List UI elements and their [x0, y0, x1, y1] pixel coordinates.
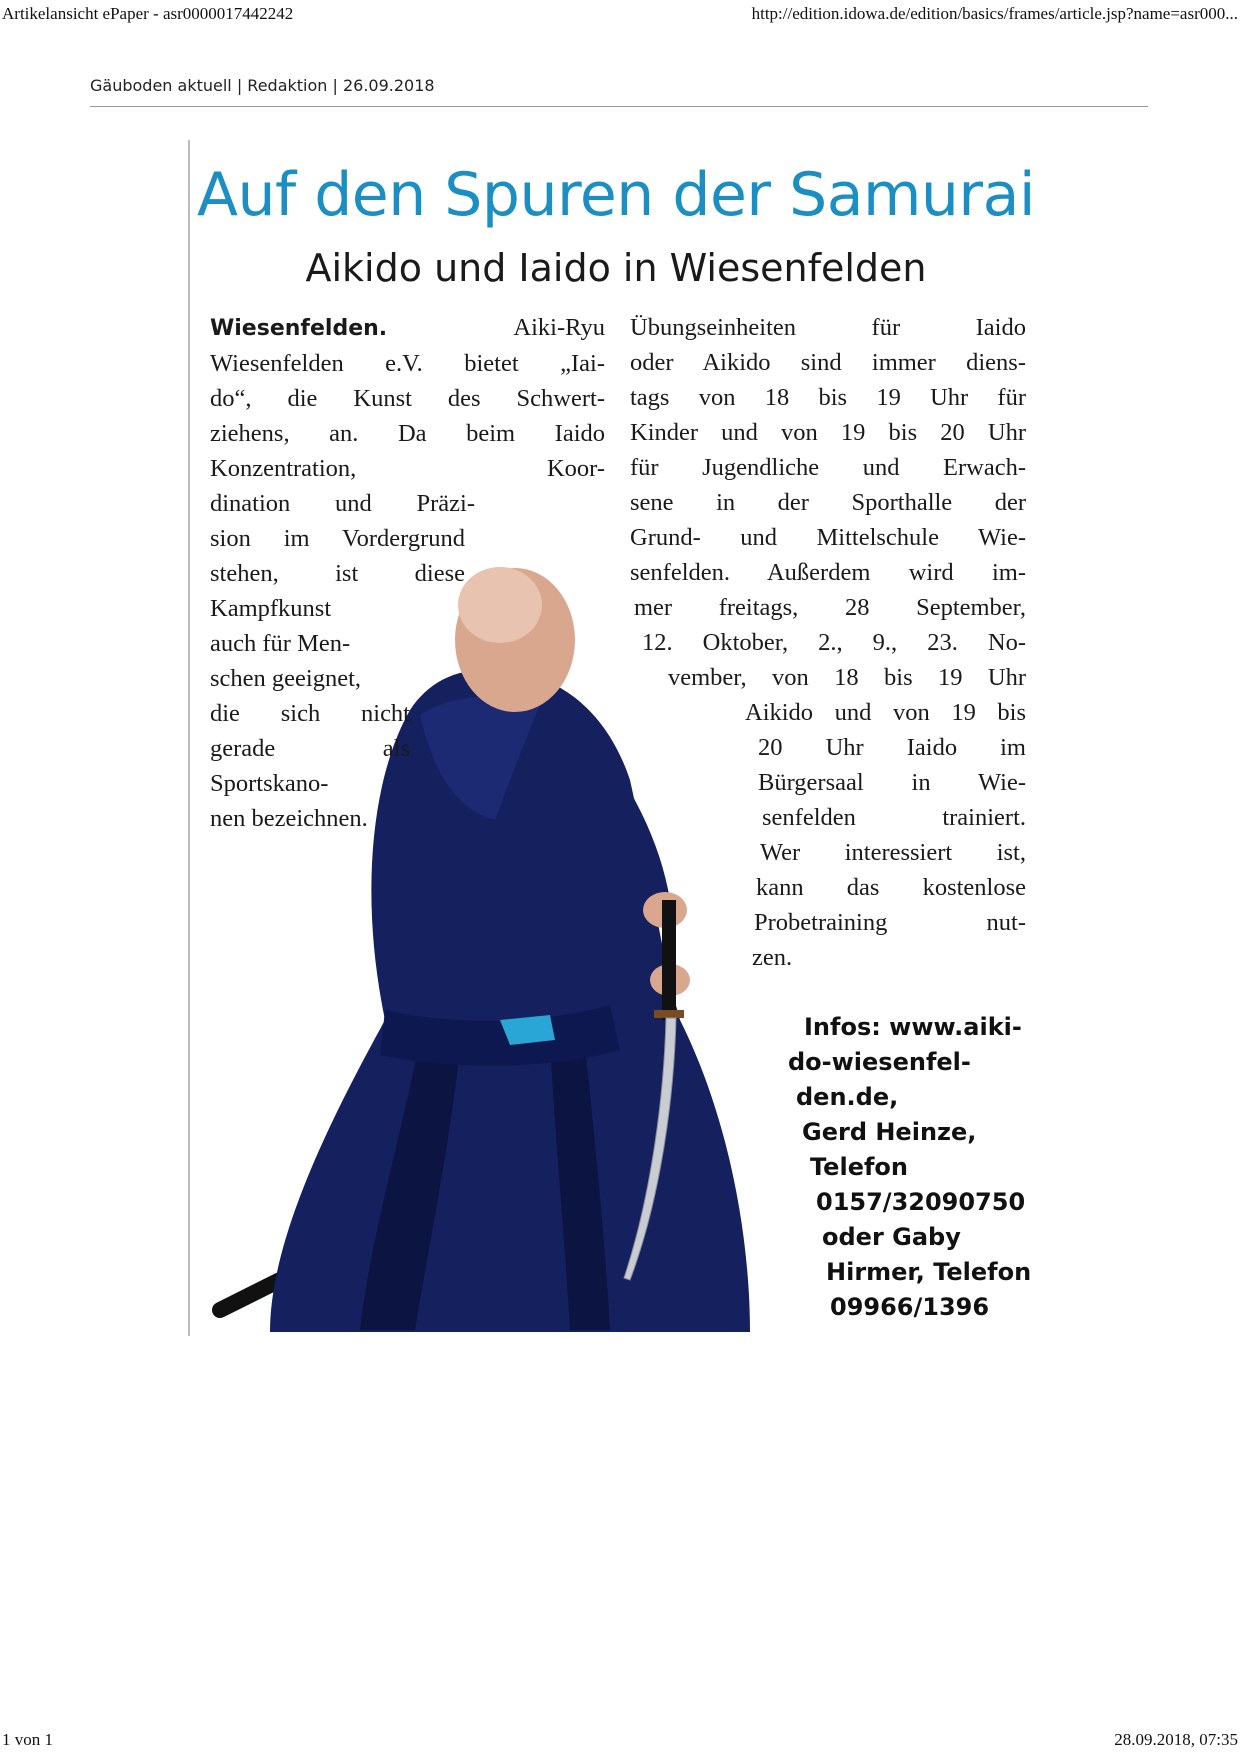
right-line-11: vember, von 18 bis 19 Uhr — [668, 664, 1026, 691]
right-line-14: Bürgersaal in Wie- — [758, 769, 1026, 796]
infos-line-3: den.de, — [796, 1083, 899, 1111]
right-line-2: oder Aikido sind immer diens- — [630, 349, 1026, 376]
page-counter: 1 von 1 — [2, 1730, 53, 1749]
infos-line-2: do-wiesenfel- — [788, 1048, 971, 1076]
infos-line-6: 0157/32090750 — [816, 1188, 1026, 1216]
headline: Auf den Spuren der Samurai — [196, 160, 1036, 230]
left-line-15: nen bezeichnen. — [210, 805, 368, 832]
left-line-14: Sportskano- — [210, 770, 329, 797]
right-line-13: 20 Uhr Iaido im — [758, 734, 1026, 761]
right-line-8: senfelden. Außerdem wird im- — [630, 559, 1026, 586]
newspaper-clipping — [188, 140, 1042, 1336]
right-line-7: Grund- und Mittelschule Wie- — [630, 524, 1026, 551]
left-line-3: do“, die Kunst des Schwert- — [210, 385, 605, 412]
left-line-1: Wiesenfelden. Aiki-Ryu — [210, 314, 605, 341]
right-line-5: für Jugendliche und Erwach- — [630, 454, 1026, 481]
right-line-19: zen. — [752, 944, 793, 971]
subheadline: Aikido und Iaido in Wiesenfelden — [305, 246, 927, 290]
infos-line-1: Infos: www.aiki- — [804, 1013, 1022, 1041]
right-line-1: Übungseinheiten für Iaido — [630, 314, 1026, 341]
left-line-10: auch für Men- — [210, 630, 351, 657]
right-line-16: Wer interessiert ist, — [760, 839, 1026, 866]
left-line-6: dination und Präzi- — [210, 490, 475, 517]
right-line-10: 12. Oktober, 2., 9., 23. No- — [642, 629, 1026, 656]
left-line-2: Wiesenfelden e.V. bietet „Iai- — [210, 350, 605, 377]
infos-line-9: 09966/1396 — [830, 1293, 990, 1321]
print-datetime: 28.09.2018, 07:35 — [1114, 1730, 1238, 1749]
right-line-17: kann das kostenlose — [756, 874, 1026, 901]
left-line-9: Kampfkunst — [210, 595, 332, 622]
right-line-18: Probetraining nut- — [754, 909, 1026, 936]
left-line-13: gerade als — [210, 735, 410, 762]
infos-block — [190, 140, 1042, 1336]
infos-line-5: Telefon — [810, 1153, 908, 1181]
print-header — [0, 4, 1240, 26]
left-line-4: ziehens, an. Da beim Iaido — [210, 420, 605, 447]
print-page-title: Artikelansicht ePaper - asr0000017442242 — [2, 4, 294, 23]
right-line-9: mer freitags, 28 September, — [634, 594, 1026, 621]
left-line-8: stehen, ist diese — [210, 560, 465, 587]
left-line-11: schen geeignet, — [210, 665, 362, 692]
source-divider — [90, 106, 1148, 107]
left-line-5: Konzentration, Koor- — [210, 455, 605, 482]
right-line-12: Aikido und von 19 bis — [745, 699, 1026, 726]
left-line-12: die sich nicht — [210, 700, 410, 727]
right-line-6: sene in der Sporthalle der — [630, 489, 1026, 516]
print-url[interactable]: http://edition.idowa.de/edition/basics/frames/article.jsp?name=asr000... — [751, 4, 1238, 23]
infos-line-8: Hirmer, Telefon — [826, 1258, 1032, 1286]
right-line-3: tags von 18 bis 19 Uhr für — [630, 384, 1026, 411]
source-line: Gäuboden aktuell | Redaktion | 26.09.2018 — [90, 76, 435, 95]
left-line-7: sion im Vordergrund — [210, 525, 465, 552]
print-footer — [0, 1728, 1240, 1750]
lead-word: Wiesenfelden. — [210, 316, 388, 341]
infos-line-7: oder Gaby — [822, 1223, 961, 1251]
right-line-15: senfelden trainiert. — [762, 804, 1026, 831]
infos-line-4: Gerd Heinze, — [802, 1118, 977, 1146]
right-line-4: Kinder und von 19 bis 20 Uhr — [630, 419, 1026, 446]
